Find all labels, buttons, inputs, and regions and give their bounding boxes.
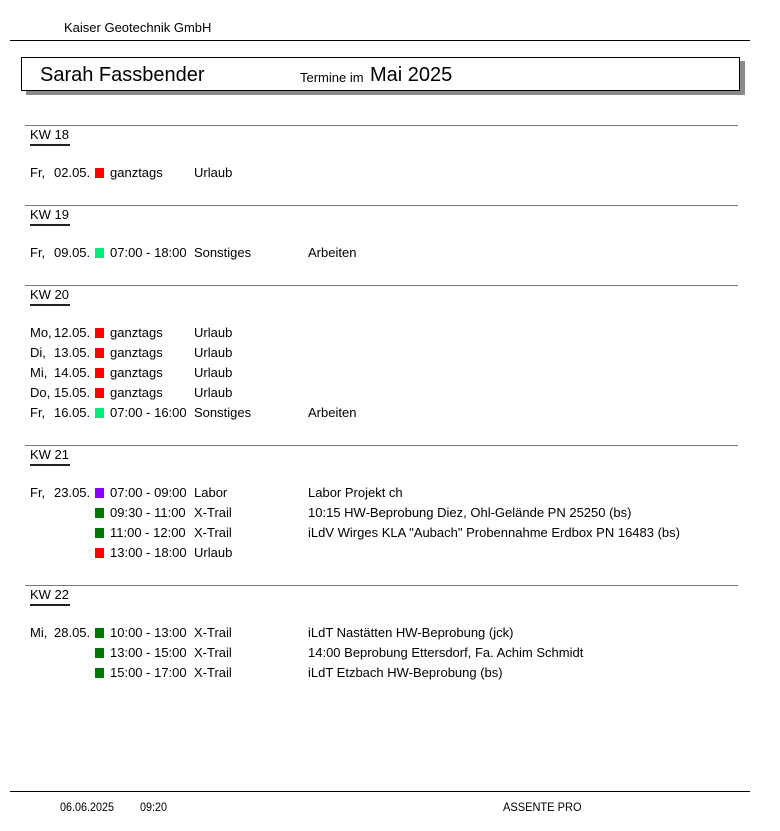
category: X-Trail (194, 665, 232, 680)
category: Sonstiges (194, 405, 252, 420)
weekday: Fr, (30, 405, 46, 420)
appointment-row (25, 343, 738, 363)
appointment-row (25, 403, 738, 423)
print-time: 09:20 (140, 800, 168, 814)
appointment-row (25, 623, 738, 643)
weekday: Mi, (30, 365, 48, 380)
appointment-list (25, 243, 738, 263)
date: 15.05. (54, 385, 91, 400)
week-label: KW 19 (30, 207, 70, 226)
appointment-row (25, 323, 738, 343)
appointment-row (25, 383, 738, 403)
category: Urlaub (194, 365, 233, 380)
description: iLdT Nastätten HW-Beprobung (jck) (308, 625, 514, 640)
title-month: Mai 2025 (370, 64, 453, 86)
appointment-list (25, 483, 738, 563)
week-divider (25, 125, 738, 126)
appointment-row (25, 543, 738, 563)
category: Sonstiges (194, 245, 252, 260)
category-color-marker-icon (95, 168, 104, 178)
category-color-marker-icon (95, 348, 104, 358)
category-color-marker-icon (95, 528, 104, 538)
date: 16.05. (54, 405, 91, 420)
time-range: 13:00 - 15:00 (110, 645, 187, 660)
appointment-row (25, 523, 738, 543)
category-color-marker-icon (95, 628, 104, 638)
category-color-marker-icon (95, 668, 104, 678)
category: X-Trail (194, 525, 232, 540)
description: 10:15 HW-Beprobung Diez, Ohl-Gelände PN 25250 (bs) (308, 505, 632, 520)
time-range: 13:00 - 18:00 (110, 545, 187, 560)
category-color-marker-icon (95, 408, 104, 418)
title-box (21, 57, 740, 91)
footer-divider (10, 791, 750, 792)
category: X-Trail (194, 645, 232, 660)
category-color-marker-icon (95, 548, 104, 558)
category-color-marker-icon (95, 368, 104, 378)
weekday: Fr, (30, 245, 46, 260)
category: X-Trail (194, 505, 232, 520)
date: 02.05. (54, 165, 91, 180)
category-color-marker-icon (95, 508, 104, 518)
header-divider (10, 40, 750, 41)
time-range: ganztags (110, 385, 163, 400)
print-date: 06.06.2025 (60, 800, 115, 814)
description: iLdV Wirges KLA "Aubach" Probennahme Erdbox PN 16483 (bs) (308, 525, 680, 540)
title-prefix: Termine im (300, 70, 364, 85)
time-range: 10:00 - 13:00 (110, 625, 187, 640)
week-divider (25, 285, 738, 286)
time-range: 15:00 - 17:00 (110, 665, 187, 680)
description: Arbeiten (308, 245, 357, 260)
week-divider (25, 445, 738, 446)
appointment-list (25, 323, 738, 423)
date: 13.05. (54, 345, 91, 360)
time-range: ganztags (110, 345, 163, 360)
weekday: Fr, (30, 485, 46, 500)
date: 14.05. (54, 365, 91, 380)
category: X-Trail (194, 625, 232, 640)
time-range: ganztags (110, 165, 163, 180)
week-label: KW 21 (30, 447, 70, 466)
weekday: Do, (30, 385, 51, 400)
time-range: 11:00 - 12:00 (110, 525, 186, 540)
week-divider (25, 585, 738, 586)
weekday: Mo, (30, 325, 52, 340)
category: Urlaub (194, 325, 233, 340)
category: Urlaub (194, 385, 233, 400)
appointment-row (25, 483, 738, 503)
weekday: Di, (30, 345, 46, 360)
description: iLdT Etzbach HW-Beprobung (bs) (308, 665, 503, 680)
week-label: KW 22 (30, 587, 70, 606)
weekday: Mi, (30, 625, 48, 640)
time-range: 09:30 - 11:00 (110, 505, 186, 520)
appointment-row (25, 243, 738, 263)
appointment-list (25, 163, 738, 183)
time-range: 07:00 - 18:00 (110, 245, 187, 260)
week-label: KW 18 (30, 127, 70, 146)
description: Arbeiten (308, 405, 357, 420)
time-range: 07:00 - 16:00 (110, 405, 187, 420)
time-range: 07:00 - 09:00 (110, 485, 187, 500)
appointment-row (25, 363, 738, 383)
date: 23.05. (54, 485, 91, 500)
person-name: Sarah Fassbender (40, 64, 205, 86)
category-color-marker-icon (95, 388, 104, 398)
category: Urlaub (194, 545, 233, 560)
category-color-marker-icon (95, 248, 104, 258)
time-range: ganztags (110, 365, 163, 380)
appointment-row (25, 503, 738, 523)
description: Labor Projekt ch (308, 485, 403, 500)
date: 28.05. (54, 625, 91, 640)
category: Labor (194, 485, 228, 500)
category: Urlaub (194, 165, 233, 180)
week-label: KW 20 (30, 287, 70, 306)
appointment-row (25, 663, 738, 683)
app-name: ASSENTE PRO (503, 800, 582, 814)
date: 12.05. (54, 325, 91, 340)
category: Urlaub (194, 345, 233, 360)
appointment-list (25, 623, 738, 683)
date: 09.05. (54, 245, 91, 260)
week-divider (25, 205, 738, 206)
time-range: ganztags (110, 325, 163, 340)
category-color-marker-icon (95, 648, 104, 658)
appointment-row (25, 163, 738, 183)
category-color-marker-icon (95, 488, 104, 498)
weekday: Fr, (30, 165, 46, 180)
description: 14:00 Beprobung Ettersdorf, Fa. Achim Schmidt (308, 645, 584, 660)
company-name: Kaiser Geotechnik GmbH (64, 20, 212, 35)
category-color-marker-icon (95, 328, 104, 338)
appointment-row (25, 643, 738, 663)
